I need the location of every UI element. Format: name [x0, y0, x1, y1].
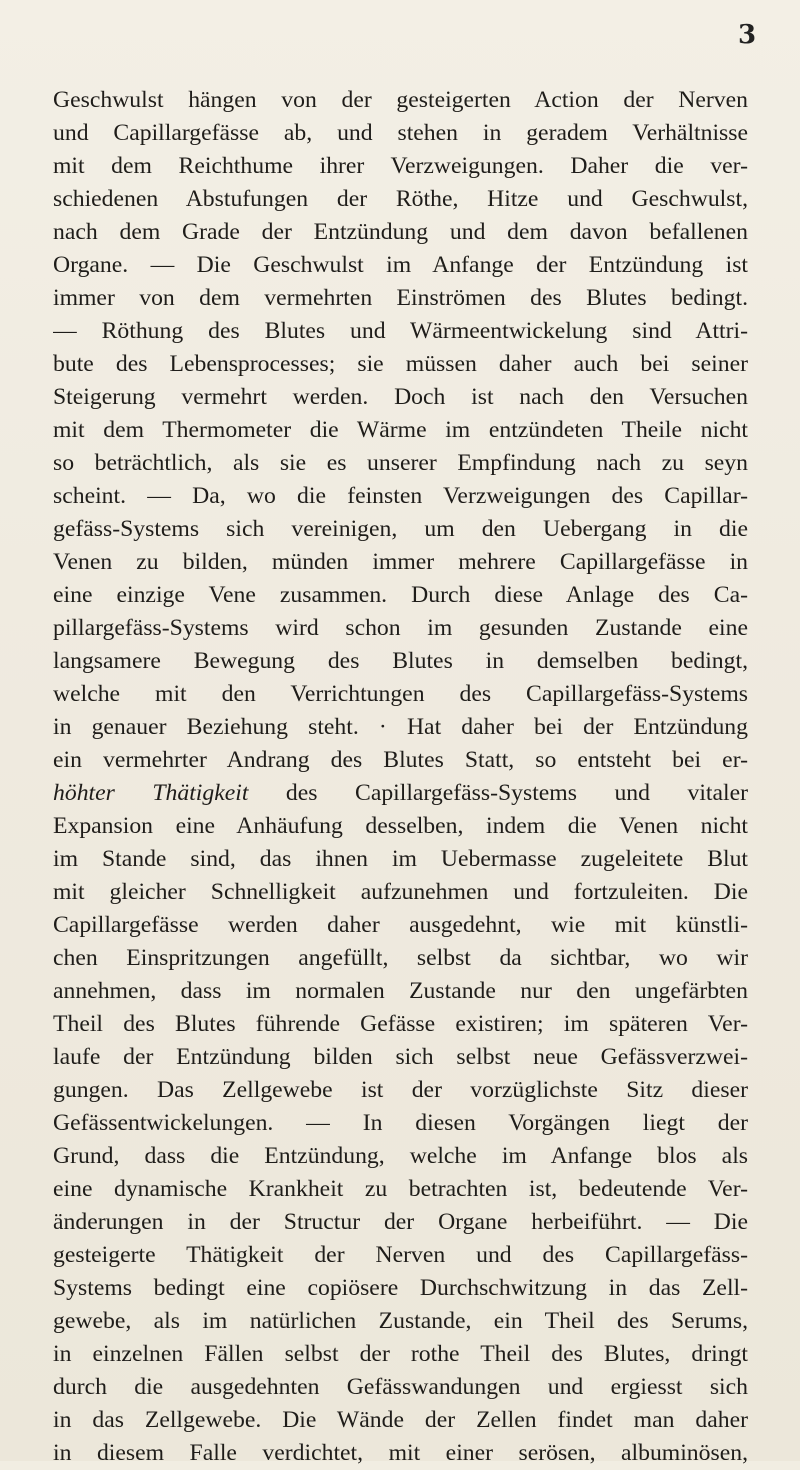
text-line: in diesem Falle verdichtet, mit einer serösen, albuminösen, [53, 1440, 748, 1466]
text-line: Organe. — Die Geschwulst im Anfange der Entzündung ist [53, 252, 748, 278]
text-line: so beträchtlich, als sie es unserer Empfindung nach zu seyn [53, 450, 748, 476]
text-line-emphasis [53, 777, 748, 810]
text-line: ein vermehrter Andrang des Blutes Statt, so entsteht bei er- [53, 747, 748, 773]
text-line: welche mit den Verrichtungen des Capillargefäss-Systems [53, 681, 748, 707]
text-line: Steigerung vermehrt werden. Doch ist nach den Versuchen [53, 384, 748, 410]
text-line: Grund, dass die Entzündung, welche im Anfange blos als [53, 1143, 748, 1169]
body-text [53, 84, 748, 1470]
text-line: schiedenen Abstufungen der Röthe, Hitze und Geschwulst, [53, 186, 748, 212]
page-number: 3 [738, 20, 757, 50]
text-line: gewebe, als im natürlichen Zustande, ein Theil des Serums, [53, 1308, 748, 1334]
text-line: Expansion eine Anhäufung desselben, indem die Venen nicht [53, 813, 748, 839]
text-line: bute des Lebensprocesses; sie müssen daher auch bei seiner [53, 351, 748, 377]
text-line: eine dynamische Krankheit zu betrachten ist, bedeutende Ver- [53, 1176, 748, 1202]
text-line: Capillargefässe werden daher ausgedehnt, wie mit künstli- [53, 912, 748, 938]
text-line: in das Zellgewebe. Die Wände der Zellen findet man daher [53, 1407, 748, 1433]
text-line: änderungen in der Structur der Organe herbeiführt. — Die [53, 1209, 748, 1235]
text-span: des Capillargefäss-Systems und vitaler [248, 780, 748, 806]
text-line: Systems bedingt eine copiösere Durchschwitzung in das Zell- [53, 1275, 748, 1301]
text-line: in einzelnen Fällen selbst der rothe Theil des Blutes, dringt [53, 1341, 748, 1367]
text-line: gungen. Das Zellgewebe ist der vorzüglichste Sitz dieser [53, 1077, 748, 1103]
text-line: langsamere Bewegung des Blutes in demselben bedingt, [53, 648, 748, 674]
text-line: chen Einspritzungen angefüllt, selbst da sichtbar, wo wir [53, 945, 748, 971]
italic-emphasis: höhter Thätigkeit [53, 780, 249, 806]
text-line: durch die ausgedehnten Gefässwandungen und ergiesst sich [53, 1374, 748, 1400]
text-line: scheint. — Da, wo die feinsten Verzweigungen des Capillar- [53, 483, 748, 509]
text-line: annehmen, dass im normalen Zustande nur den ungefärbten [53, 978, 748, 1004]
text-line: pillargefäss-Systems wird schon im gesunden Zustande eine [53, 615, 748, 641]
text-line: Venen zu bilden, münden immer mehrere Capillargefässe in [53, 549, 748, 575]
text-line: immer von dem vermehrten Einströmen des Blutes bedingt. [53, 285, 748, 311]
text-line: Gefässentwickelungen. — In diesen Vorgängen liegt der [53, 1110, 748, 1136]
text-line: Theil des Blutes führende Gefässe existiren; im späteren Ver- [53, 1011, 748, 1037]
text-line: mit dem Reichthume ihrer Verzweigungen. Daher die ver- [53, 153, 748, 179]
text-line: mit dem Thermometer die Wärme im entzündeten Theile nicht [53, 417, 748, 443]
text-line: im Stande sind, das ihnen im Uebermasse zugeleitete Blut [53, 846, 748, 872]
text-line: gesteigerte Thätigkeit der Nerven und des Capillargefäss- [53, 1242, 748, 1268]
text-line: gefäss-Systems sich vereinigen, um den Uebergang in die [53, 516, 748, 542]
text-line: Geschwulst hängen von der gesteigerten Action der Nerven [53, 87, 748, 113]
text-line: — Röthung des Blutes und Wärmeentwickelung sind Attri- [53, 318, 748, 344]
text-line: und Capillargefässe ab, und stehen in geradem Verhältnisse [53, 120, 748, 146]
text-line: in genauer Beziehung steht. · Hat daher bei der Entzündung [53, 714, 748, 740]
text-line: eine einzige Vene zusammen. Durch diese Anlage des Ca- [53, 582, 748, 608]
text-line: mit gleicher Schnelligkeit aufzunehmen und fortzuleiten. Die [53, 879, 748, 905]
text-line: laufe der Entzündung bilden sich selbst neue Gefässverzwei- [53, 1044, 748, 1070]
text-line: nach dem Grade der Entzündung und dem davon befallenen [53, 219, 748, 245]
